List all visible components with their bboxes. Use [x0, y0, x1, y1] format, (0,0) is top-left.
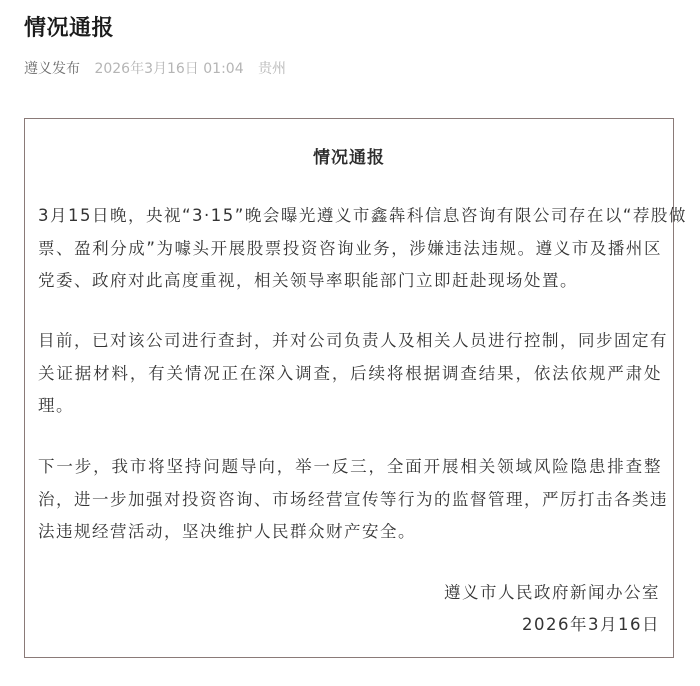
article-title: 情况通报 [24, 16, 115, 41]
paragraph-line: 3月15日晚，央视“3·15”晚会曝光遵义市鑫犇科信息咨询有限公司存在以“荐股做 [38, 206, 687, 225]
signature-issuer: 遵义市人民政府新闻办公室 [444, 583, 660, 602]
author-link[interactable]: 遵义发布 [24, 61, 80, 77]
paragraph-line: 治，进一步加强对投资咨询、市场经营宣传等行为的监督管理，严厉打击各类违 [38, 489, 668, 509]
paragraph-line: 理。 [38, 396, 74, 415]
notice-paragraph-1 [38, 200, 687, 298]
paragraph-line: 目前，已对该公司进行查封，并对公司负责人及相关人员进行控制，同步固定有 [38, 331, 668, 350]
paragraph-line: 党委、政府对此高度重视，相关领导率职能部门立即赶赴现场处置。 [38, 271, 578, 290]
publish-location: 贵州 [258, 61, 287, 77]
paragraph-line: 票、盈利分成”为噱头开展股票投资咨询业务，涉嫌违法违规。遵义市及播州区 [38, 238, 662, 258]
notice-image[interactable] [24, 118, 687, 658]
notice-paragraph-2 [38, 325, 668, 423]
notice-title: 情况通报 [313, 148, 385, 168]
publish-time: 2026年3月16日 01:04 [94, 61, 244, 77]
paragraph-line: 下一步，我市将坚持问题导向，举一反三，全面开展相关领域风险隐患排查整 [38, 457, 662, 476]
notice-paragraph-3 [38, 451, 668, 549]
signature-date: 2026年3月16日 [522, 615, 660, 634]
notice-signature [444, 577, 660, 641]
article-meta [24, 59, 286, 79]
paragraph-line: 关证据材料，有关情况正在深入调查，后续将根据调查结果，依法依规严肃处 [38, 363, 662, 383]
paragraph-line: 法违规经营活动，坚决维护人民群众财产安全。 [38, 522, 416, 541]
